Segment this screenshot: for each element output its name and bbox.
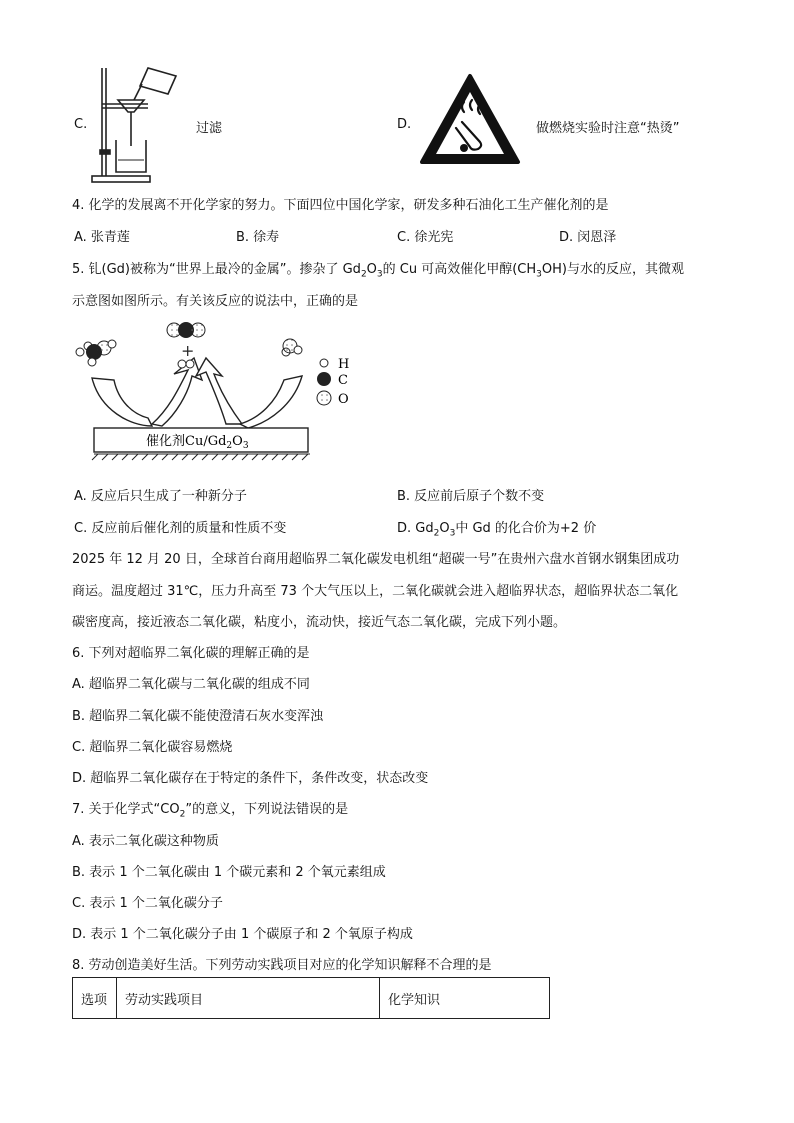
arrow-right-down bbox=[240, 376, 302, 428]
q6-option-b: B. 超临界二氧化碳不能使澄清石灰水变浑浊 bbox=[72, 709, 324, 724]
header-option: 选项 bbox=[73, 978, 117, 1019]
option-text: 做燃烧实验时注意“热烫” bbox=[536, 121, 680, 136]
header-practice: 劳动实践项目 bbox=[117, 978, 380, 1019]
q7-option-b: B. 表示 1 个二氧化碳由 1 个碳元素和 2 个氧元素组成 bbox=[72, 865, 386, 880]
q5-stem: 5. 钆(Gd)被称为“世界上最冷的金属”。掺杂了 $Gd_2O_3$的 Cu 可高效催化甲醇$(CH_3OH)$与水的反应，其微观 bbox=[72, 262, 684, 280]
arrow-left-up bbox=[152, 358, 202, 426]
passage-line-3: 碳密度高，接近液态二氧化碳，粘度小，流动快，接近气态二氧化碳，完成下列小题。 bbox=[72, 615, 567, 630]
methanol-molecule bbox=[76, 340, 116, 366]
co2-molecule bbox=[167, 322, 205, 338]
passage-line-1: 2025 年 12 月 20 日，全球首台商用超临界二氧化碳发电机组“超碳一号”在贵州六盘水首钢水钢集团成功 bbox=[72, 552, 680, 567]
legend bbox=[317, 357, 349, 407]
option-text: 过滤 bbox=[196, 121, 223, 136]
q7-option-a: A. 表示二氧化碳这种物质 bbox=[72, 834, 219, 849]
ground-hatching bbox=[92, 454, 310, 460]
q5-option-c: C. 反应前后催化剂的质量和性质不变 bbox=[74, 521, 287, 536]
q4-option-c: C. 徐光宪 bbox=[397, 230, 454, 245]
header-knowledge: 化学知识 bbox=[380, 978, 550, 1019]
hot-surface-warning-icon bbox=[418, 72, 522, 168]
legend-o: O bbox=[338, 392, 349, 407]
q5-option-d: D. $Gd_2O_3$中 Gd 的化合价为+2 价 bbox=[397, 521, 597, 539]
option-letter: C. bbox=[74, 117, 88, 132]
q5-option-a: A. 反应后只生成了一种新分子 bbox=[74, 489, 247, 504]
q7-option-d: D. 表示 1 个二氧化碳分子由 1 个碳原子和 2 个氧原子构成 bbox=[72, 927, 413, 942]
catalysis-micro-diagram bbox=[70, 318, 370, 468]
table-header-row bbox=[73, 978, 550, 1019]
q4-option-a: A. 张青莲 bbox=[74, 230, 130, 245]
option-letter: D. bbox=[397, 117, 412, 132]
q7-option-c: C. 表示 1 个二氧化碳分子 bbox=[72, 896, 223, 911]
q6-option-d: D. 超临界二氧化碳存在于特定的条件下，条件改变，状态改变 bbox=[72, 771, 429, 786]
q4-stem: 4. 化学的发展离不开化学家的努力。下面四位中国化学家，研发多种石油化工生产催化剂的是 bbox=[72, 198, 609, 213]
q6-stem: 6. 下列对超临界二氧化碳的理解正确的是 bbox=[72, 646, 310, 661]
q7-stem: 7. 关于化学式“$CO_2$”的意义，下列说法错误的是 bbox=[72, 802, 349, 820]
plus-sign: + bbox=[181, 341, 195, 360]
q4-option-d: D. 闵恩泽 bbox=[559, 230, 617, 245]
q6-option-a: A. 超临界二氧化碳与二氧化碳的组成不同 bbox=[72, 677, 310, 692]
q5-option-b: B. 反应前后原子个数不变 bbox=[397, 489, 545, 504]
water-molecule bbox=[282, 339, 302, 356]
q5-stem-line2: 示意图如图所示。有关该反应的说法中，正确的是 bbox=[72, 294, 359, 309]
legend-c: C bbox=[338, 373, 348, 388]
passage-line-2: 商运。温度超过 31℃，压力升高至 73 个大气压以上，二氧化碳就会进入超临界状态，超临界状态二氧化 bbox=[72, 584, 679, 599]
filtration-apparatus-image bbox=[88, 64, 188, 186]
q8-stem: 8. 劳动创造美好生活。下列劳动实践项目对应的化学知识解释不合理的是 bbox=[72, 958, 492, 973]
q8-table bbox=[72, 977, 550, 1019]
arrow-right-up bbox=[196, 358, 242, 424]
arrow-left-down bbox=[92, 378, 152, 426]
q6-option-c: C. 超临界二氧化碳容易燃烧 bbox=[72, 740, 233, 755]
catalyst-label: 催化剂$Cu/Gd_2O_3$ bbox=[146, 434, 249, 451]
legend-h: H bbox=[338, 357, 350, 372]
q4-option-b: B. 徐寿 bbox=[236, 230, 280, 245]
